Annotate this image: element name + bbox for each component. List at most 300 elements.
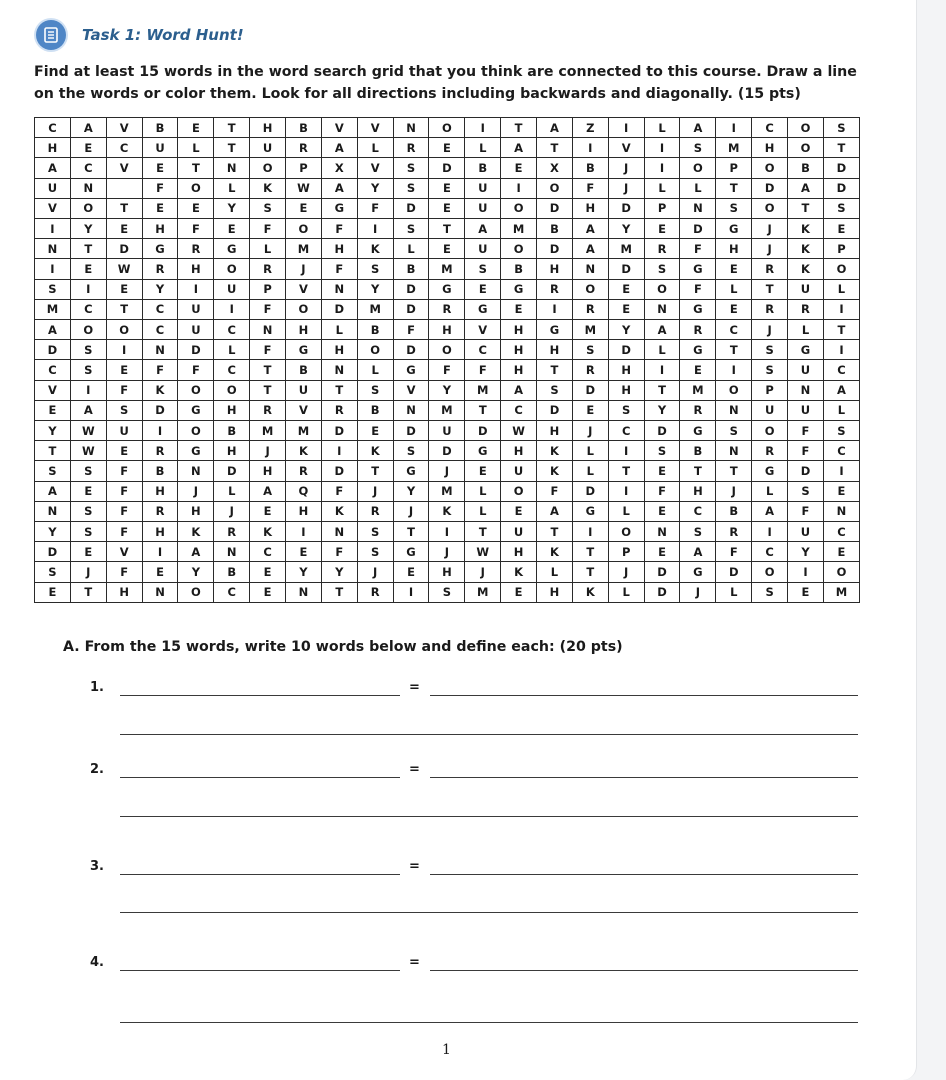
grid-cell[interactable]: P [752,380,788,400]
grid-cell[interactable]: F [250,219,286,239]
grid-cell[interactable]: T [680,461,716,481]
grid-cell[interactable]: L [393,239,429,259]
grid-cell[interactable]: V [286,400,322,420]
grid-cell[interactable]: C [214,320,250,340]
grid-cell[interactable]: D [142,400,178,420]
grid-cell[interactable]: T [214,138,250,158]
grid-cell[interactable]: O [429,340,465,360]
grid-cell[interactable]: O [214,259,250,279]
grid-cell[interactable]: T [393,522,429,542]
grid-cell[interactable]: T [716,178,752,198]
grid-cell[interactable]: O [70,320,106,340]
grid-cell[interactable]: L [465,138,501,158]
grid-cell[interactable]: V [393,380,429,400]
grid-cell[interactable]: L [572,441,608,461]
grid-cell[interactable]: S [644,441,680,461]
grid-cell[interactable]: O [357,340,393,360]
grid-cell[interactable]: B [214,562,250,582]
grid-cell[interactable]: S [35,279,71,299]
grid-cell[interactable]: A [680,542,716,562]
grid-cell[interactable]: F [142,178,178,198]
grid-cell[interactable]: L [608,582,644,602]
grid-cell[interactable]: D [393,198,429,218]
word-blank[interactable] [120,970,400,971]
grid-cell[interactable]: F [106,501,142,521]
grid-cell[interactable]: F [465,360,501,380]
grid-cell[interactable]: I [572,138,608,158]
grid-cell[interactable]: F [716,542,752,562]
grid-cell[interactable]: N [321,360,357,380]
grid-cell[interactable]: E [178,198,214,218]
grid-cell[interactable]: F [788,441,824,461]
grid-cell[interactable]: N [321,279,357,299]
grid-cell[interactable]: F [680,279,716,299]
grid-cell[interactable]: E [142,158,178,178]
grid-cell[interactable]: N [250,320,286,340]
grid-cell[interactable]: C [142,299,178,319]
grid-cell[interactable]: G [572,501,608,521]
grid-cell[interactable]: A [788,178,824,198]
grid-cell[interactable]: M [465,582,501,602]
grid-cell[interactable]: S [357,522,393,542]
grid-cell[interactable]: S [357,542,393,562]
grid-cell[interactable]: E [465,461,501,481]
grid-cell[interactable]: L [680,178,716,198]
definition-blank[interactable] [430,970,858,971]
grid-cell[interactable]: S [393,158,429,178]
grid-cell[interactable]: I [752,522,788,542]
grid-cell[interactable]: K [788,239,824,259]
grid-cell[interactable]: O [788,118,824,138]
grid-cell[interactable]: O [178,178,214,198]
grid-cell[interactable]: S [106,400,142,420]
grid-cell[interactable]: H [106,582,142,602]
grid-cell[interactable]: G [680,562,716,582]
grid-cell[interactable]: S [752,340,788,360]
grid-cell[interactable]: M [680,380,716,400]
grid-cell[interactable]: U [178,299,214,319]
grid-cell[interactable]: K [501,562,537,582]
grid-cell[interactable]: J [608,158,644,178]
grid-cell[interactable]: O [572,279,608,299]
grid-cell[interactable]: A [752,501,788,521]
grid-cell[interactable]: O [752,198,788,218]
grid-cell[interactable]: E [286,198,322,218]
grid-cell[interactable]: G [393,360,429,380]
grid-cell[interactable]: O [644,279,680,299]
grid-cell[interactable]: V [106,158,142,178]
grid-cell[interactable]: F [106,481,142,501]
grid-cell[interactable]: D [393,421,429,441]
grid-cell[interactable]: F [572,178,608,198]
grid-cell[interactable]: G [142,239,178,259]
grid-cell[interactable]: R [250,259,286,279]
grid-cell[interactable]: S [752,582,788,602]
grid-cell[interactable]: B [465,158,501,178]
grid-cell[interactable]: B [357,400,393,420]
grid-cell[interactable]: H [178,259,214,279]
grid-cell[interactable]: J [70,562,106,582]
grid-cell[interactable]: E [644,542,680,562]
grid-cell[interactable]: N [788,380,824,400]
definition-continuation-blank[interactable] [120,816,858,817]
grid-cell[interactable]: N [214,158,250,178]
grid-cell[interactable]: T [70,582,106,602]
grid-cell[interactable]: G [716,219,752,239]
grid-cell[interactable]: J [716,481,752,501]
grid-cell[interactable]: N [35,239,71,259]
grid-cell[interactable]: M [357,299,393,319]
grid-cell[interactable]: T [572,542,608,562]
grid-cell[interactable]: L [321,320,357,340]
grid-cell[interactable]: Y [608,320,644,340]
grid-cell[interactable]: N [35,501,71,521]
grid-cell[interactable]: K [788,219,824,239]
grid-cell[interactable]: B [357,320,393,340]
grid-cell[interactable]: K [286,441,322,461]
grid-cell[interactable]: H [286,320,322,340]
grid-cell[interactable]: I [35,219,71,239]
grid-cell[interactable]: I [644,360,680,380]
grid-cell[interactable]: R [214,522,250,542]
grid-cell[interactable]: G [752,461,788,481]
grid-cell[interactable]: S [823,118,859,138]
grid-cell[interactable]: S [35,562,71,582]
grid-cell[interactable]: T [716,461,752,481]
grid-cell[interactable]: H [429,320,465,340]
grid-cell[interactable]: H [537,421,573,441]
grid-cell[interactable]: H [35,138,71,158]
grid-cell[interactable]: G [680,340,716,360]
grid-cell[interactable]: S [393,441,429,461]
grid-cell[interactable]: E [70,138,106,158]
grid-cell[interactable]: K [537,542,573,562]
grid-cell[interactable]: H [321,239,357,259]
grid-cell[interactable]: O [250,158,286,178]
grid-cell[interactable]: O [501,481,537,501]
grid-cell[interactable]: V [106,542,142,562]
grid-cell[interactable]: L [465,501,501,521]
grid-cell[interactable]: S [393,178,429,198]
grid-cell[interactable]: I [644,138,680,158]
grid-cell[interactable]: N [823,501,859,521]
grid-cell[interactable]: I [608,441,644,461]
grid-cell[interactable]: O [501,198,537,218]
grid-cell[interactable]: D [465,421,501,441]
grid-cell[interactable]: N [393,400,429,420]
grid-cell[interactable]: B [680,441,716,461]
grid-cell[interactable]: M [572,320,608,340]
grid-cell[interactable]: A [537,501,573,521]
grid-cell[interactable]: N [644,299,680,319]
grid-cell[interactable]: J [393,501,429,521]
grid-cell[interactable]: H [214,400,250,420]
grid-cell[interactable]: S [465,259,501,279]
grid-cell[interactable]: E [823,219,859,239]
grid-cell[interactable]: A [70,118,106,138]
grid-cell[interactable]: L [716,279,752,299]
grid-cell[interactable]: G [680,421,716,441]
grid-cell[interactable]: T [608,461,644,481]
grid-cell[interactable]: I [214,299,250,319]
grid-cell[interactable]: Y [429,380,465,400]
grid-cell[interactable]: N [572,259,608,279]
grid-cell[interactable]: E [142,198,178,218]
grid-cell[interactable]: S [537,380,573,400]
grid-cell[interactable]: E [106,360,142,380]
grid-cell[interactable]: G [788,340,824,360]
grid-cell[interactable]: V [608,138,644,158]
grid-cell[interactable]: D [214,461,250,481]
grid-cell[interactable]: Y [644,400,680,420]
grid-cell[interactable]: Y [142,279,178,299]
grid-cell[interactable]: B [142,461,178,481]
grid-cell[interactable]: O [537,178,573,198]
grid-cell[interactable]: V [35,198,71,218]
grid-cell[interactable]: P [250,279,286,299]
grid-cell[interactable]: B [214,421,250,441]
grid-cell[interactable]: R [572,360,608,380]
grid-cell[interactable]: Y [214,198,250,218]
grid-cell[interactable]: Y [35,522,71,542]
grid-cell[interactable]: F [321,542,357,562]
grid-cell[interactable]: S [572,340,608,360]
grid-cell[interactable]: E [572,400,608,420]
grid-cell[interactable]: U [752,400,788,420]
grid-cell[interactable]: O [788,138,824,158]
grid-cell[interactable]: G [178,400,214,420]
grid-cell[interactable]: E [823,542,859,562]
grid-cell[interactable]: K [142,380,178,400]
grid-cell[interactable]: J [357,562,393,582]
grid-cell[interactable]: O [752,421,788,441]
grid-cell[interactable]: O [608,522,644,542]
grid-cell[interactable]: E [178,118,214,138]
grid-cell[interactable]: W [501,421,537,441]
grid-cell[interactable]: E [214,219,250,239]
grid-cell[interactable]: L [214,178,250,198]
grid-cell[interactable]: D [608,198,644,218]
grid-cell[interactable]: V [357,158,393,178]
grid-cell[interactable]: L [357,138,393,158]
grid-cell[interactable]: P [644,198,680,218]
grid-cell[interactable]: K [788,259,824,279]
grid-cell[interactable]: U [788,522,824,542]
grid-cell[interactable]: R [178,239,214,259]
grid-cell[interactable]: H [752,138,788,158]
grid-cell[interactable]: S [644,259,680,279]
grid-cell[interactable]: M [429,481,465,501]
grid-cell[interactable]: D [716,562,752,582]
grid-cell[interactable]: O [286,299,322,319]
grid-cell[interactable]: C [106,138,142,158]
grid-cell[interactable]: B [788,158,824,178]
grid-cell[interactable]: K [178,522,214,542]
grid-cell[interactable]: C [250,542,286,562]
grid-cell[interactable]: H [214,441,250,461]
grid-cell[interactable]: V [321,118,357,138]
grid-cell[interactable]: F [680,239,716,259]
grid-cell[interactable]: T [214,118,250,138]
grid-cell[interactable]: M [429,400,465,420]
grid-cell[interactable]: E [106,441,142,461]
grid-cell[interactable]: L [644,340,680,360]
grid-cell[interactable]: M [35,299,71,319]
grid-cell[interactable]: I [537,299,573,319]
grid-cell[interactable]: T [465,522,501,542]
grid-cell[interactable]: O [823,562,859,582]
grid-cell[interactable]: H [321,340,357,360]
grid-cell[interactable]: U [465,198,501,218]
grid-cell[interactable]: A [250,481,286,501]
grid-cell[interactable]: C [823,522,859,542]
grid-cell[interactable]: L [357,360,393,380]
grid-cell[interactable]: N [178,461,214,481]
grid-cell[interactable]: H [142,481,178,501]
grid-cell[interactable]: C [35,118,71,138]
grid-cell[interactable]: T [357,461,393,481]
grid-cell[interactable]: S [716,198,752,218]
grid-cell[interactable]: R [680,320,716,340]
grid-cell[interactable]: G [501,279,537,299]
grid-cell[interactable]: R [286,138,322,158]
grid-cell[interactable]: B [142,118,178,138]
grid-cell[interactable]: L [644,178,680,198]
grid-cell[interactable]: J [752,320,788,340]
grid-cell[interactable]: J [429,461,465,481]
grid-cell[interactable]: G [321,198,357,218]
grid-cell[interactable]: D [823,158,859,178]
grid-cell[interactable]: R [752,299,788,319]
grid-cell[interactable]: D [572,481,608,501]
grid-cell[interactable]: E [501,158,537,178]
grid-cell[interactable]: V [106,118,142,138]
grid-cell[interactable]: I [823,299,859,319]
grid-cell[interactable]: S [70,522,106,542]
grid-cell[interactable]: F [106,461,142,481]
grid-cell[interactable]: O [501,239,537,259]
word-blank[interactable] [120,695,400,696]
grid-cell[interactable]: U [178,320,214,340]
grid-cell[interactable]: A [178,542,214,562]
grid-cell[interactable]: S [716,421,752,441]
grid-cell[interactable]: E [501,501,537,521]
grid-cell[interactable]: B [716,501,752,521]
grid-cell[interactable]: F [788,501,824,521]
grid-cell[interactable]: J [465,562,501,582]
grid-cell[interactable]: D [178,340,214,360]
grid-cell[interactable]: S [35,461,71,481]
grid-cell[interactable]: C [70,158,106,178]
grid-cell[interactable]: T [35,441,71,461]
grid-cell[interactable]: A [35,481,71,501]
grid-cell[interactable]: G [465,299,501,319]
grid-cell[interactable]: S [357,380,393,400]
grid-cell[interactable]: F [537,481,573,501]
grid-cell[interactable]: E [680,360,716,380]
grid-cell[interactable]: F [321,259,357,279]
definition-continuation-blank[interactable] [120,734,858,735]
grid-cell[interactable]: E [250,582,286,602]
grid-cell[interactable]: D [537,198,573,218]
grid-cell[interactable]: D [680,219,716,239]
grid-cell[interactable]: C [680,501,716,521]
grid-cell[interactable]: T [178,158,214,178]
grid-cell[interactable]: N [393,118,429,138]
grid-cell[interactable]: D [752,178,788,198]
grid-cell[interactable]: J [429,542,465,562]
grid-cell[interactable]: Y [788,542,824,562]
grid-cell[interactable]: F [788,421,824,441]
grid-cell[interactable]: D [321,461,357,481]
grid-cell[interactable]: F [106,562,142,582]
grid-cell[interactable]: I [823,461,859,481]
grid-cell[interactable]: E [250,562,286,582]
grid-cell[interactable]: N [286,582,322,602]
grid-cell[interactable]: D [35,542,71,562]
grid-cell[interactable]: I [716,360,752,380]
grid-cell[interactable]: R [142,501,178,521]
grid-cell[interactable]: E [106,219,142,239]
grid-cell[interactable]: J [752,219,788,239]
grid-cell[interactable]: O [429,118,465,138]
grid-cell[interactable]: H [501,542,537,562]
grid-cell[interactable]: Y [608,219,644,239]
grid-cell[interactable]: G [680,299,716,319]
grid-cell[interactable]: J [250,441,286,461]
grid-cell[interactable]: L [752,481,788,501]
grid-cell[interactable]: I [823,340,859,360]
grid-cell[interactable]: B [572,158,608,178]
definition-blank[interactable] [430,777,858,778]
grid-cell[interactable]: E [608,299,644,319]
grid-cell[interactable]: S [429,582,465,602]
grid-cell[interactable]: C [214,360,250,380]
grid-cell[interactable]: K [321,501,357,521]
grid-cell[interactable]: U [286,380,322,400]
definition-blank[interactable] [430,695,858,696]
grid-cell[interactable]: Y [357,178,393,198]
grid-cell[interactable]: A [501,138,537,158]
grid-cell[interactable]: B [393,259,429,279]
grid-cell[interactable]: E [823,481,859,501]
grid-cell[interactable]: C [823,441,859,461]
grid-cell[interactable]: E [35,400,71,420]
grid-cell[interactable]: H [286,501,322,521]
grid-cell[interactable]: I [608,118,644,138]
grid-cell[interactable]: J [286,259,322,279]
grid-cell[interactable]: U [429,421,465,441]
grid-cell[interactable]: M [501,219,537,239]
grid-cell[interactable]: L [823,279,859,299]
grid-cell[interactable]: T [106,299,142,319]
grid-cell[interactable]: E [788,582,824,602]
grid-cell[interactable]: S [823,421,859,441]
grid-cell[interactable]: D [393,340,429,360]
grid-cell[interactable]: T [572,562,608,582]
grid-cell[interactable]: W [465,542,501,562]
grid-cell[interactable]: K [429,501,465,521]
grid-cell[interactable]: Y [35,421,71,441]
grid-cell[interactable]: K [357,441,393,461]
grid-cell[interactable]: F [393,320,429,340]
grid-cell[interactable]: N [70,178,106,198]
grid-cell[interactable]: E [35,582,71,602]
grid-cell[interactable]: E [429,178,465,198]
grid-cell[interactable]: O [178,421,214,441]
grid-cell[interactable]: I [716,118,752,138]
grid-cell[interactable]: U [788,279,824,299]
